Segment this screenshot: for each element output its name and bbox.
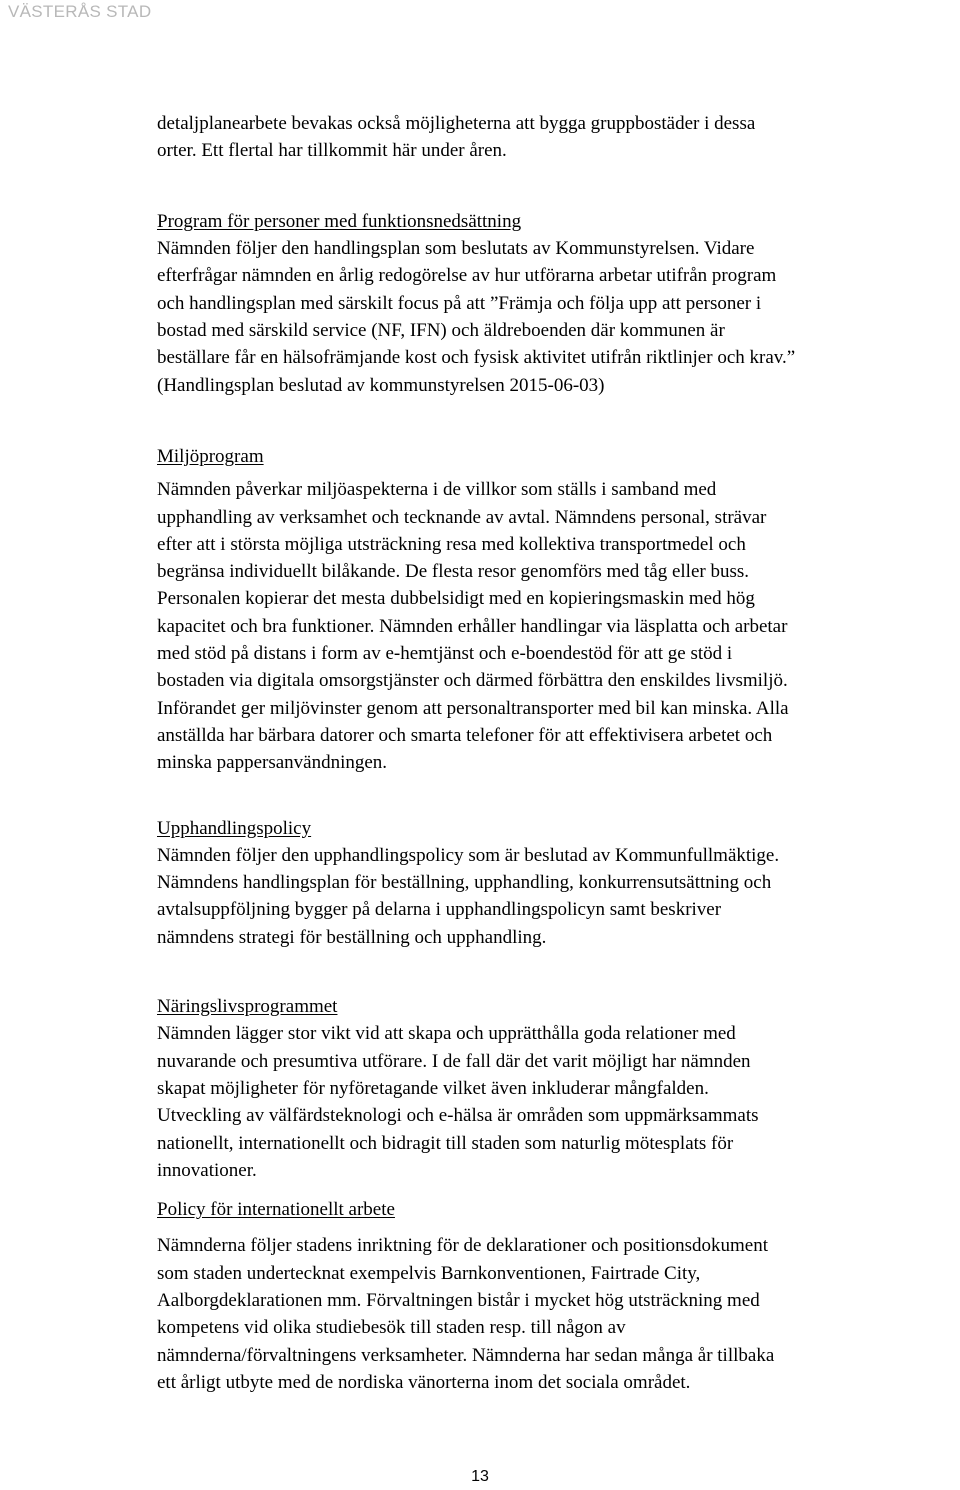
text-line: som staden undertecknat exempelvis Barnkonventionen, Fairtrade City,: [157, 1262, 701, 1284]
text-line: anställda har bärbara datorer och smarta telefoner för att effektivisera arbetet och: [157, 724, 773, 746]
text-line: och handlingsplan med särskilt focus på att ”Främja och följa upp att personer i: [157, 292, 762, 314]
text-line: orter. Ett flertal har tillkommit här under åren.: [157, 140, 507, 162]
page-number: 13: [471, 1468, 489, 1485]
section-miljoprogram: [157, 443, 947, 777]
text-line: (Handlingsplan beslutad av kommunstyrelsen 2015-06-03): [157, 374, 605, 396]
text-line: kapacitet och bra funktioner. Nämnden erhåller handlingar via läsplatta och arbetar: [157, 615, 788, 637]
text-line: Nämnden påverkar miljöaspekterna i de villkor som ställs i samband med: [157, 479, 717, 501]
section-upphandlingspolicy: [157, 815, 947, 951]
text-line: Nämnden följer den handlingsplan som beslutats av Kommunstyrelsen. Vidare: [157, 238, 755, 260]
text-line: beställare får en hälsofrämjande kost och fysisk aktivitet utifrån riktlinjer och krav.”: [157, 347, 796, 369]
text-line: Nämnden följer den upphandlingspolicy som är beslutad av Kommunfullmäktige.: [157, 844, 780, 866]
text-line: Aalborgdeklarationen mm. Förvaltningen bistår i mycket hög utsträckning med: [157, 1289, 760, 1311]
text-line: detaljplanearbete bevakas också möjligheterna att bygga gruppbostäder i dessa: [157, 113, 756, 134]
section-funktionsnedsattning: [157, 208, 947, 399]
section-heading: Upphandlingspolicy: [157, 817, 312, 839]
text-line: efterfrågar nämnden en årlig redogörelse av hur utförarna arbetar utifrån program: [157, 265, 777, 287]
text-line: kompetens vid olika studiebesök till staden resp. till någon av: [157, 1317, 626, 1339]
text-line: bostad med särskild service (NF, IFN) och äldreboenden där kommunen är: [157, 320, 725, 342]
section-heading: Näringslivsprogrammet: [157, 996, 338, 1018]
text-line: innovationer.: [157, 1159, 257, 1181]
text-line: minska pappersanvändningen.: [157, 752, 388, 774]
text-line: med stöd på distans i form av e-hemtjänst och e-boendestöd för att ge stöd i: [157, 643, 733, 665]
paragraph-detaljplanearbete: [157, 110, 947, 165]
text-line: nämnderna/förvaltningens verksamheter. Nämnderna har sedan många år tillbaka: [157, 1344, 775, 1366]
document-body: [157, 110, 947, 1396]
text-line: skapat möjligheter för nyföretagande vilket även inkluderar mångfalden.: [157, 1077, 709, 1099]
text-line: Nämnderna följer stadens inriktning för de deklarationer och positionsdokument: [157, 1235, 769, 1257]
text-line: nuvarande och presumtiva utförare. I de fall där det varit möjligt har nämnden: [157, 1050, 751, 1072]
section-internationellt-arbete: [157, 1196, 947, 1396]
section-heading: Miljöprogram: [157, 445, 264, 467]
text-line: ett årligt utbyte med de nordiska vänorterna inom det sociala området.: [157, 1371, 691, 1393]
text-line: Nämndens handlingsplan för beställning, upphandling, konkurrensutsättning och: [157, 872, 772, 894]
text-line: upphandling av verksamhet och tecknande av avtal. Nämndens personal, strävar: [157, 506, 767, 528]
text-line: Personalen kopierar det mesta dubbelsidigt med en kopieringsmaskin med hög: [157, 588, 755, 610]
section-naringslivsprogrammet: [157, 993, 947, 1184]
text-line: bostaden via digitala omsorgstjänster och därmed förbättra den enskildes livsmiljö.: [157, 670, 788, 692]
text-line: nämndens strategi för beställning och upphandling.: [157, 926, 547, 948]
text-line: Nämnden lägger stor vikt vid att skapa och upprätthålla goda relationer med: [157, 1023, 736, 1045]
text-line: avtalsuppföljning bygger på delarna i upphandlingspolicyn samt beskriver: [157, 899, 722, 921]
text-line: efter att i största möjliga utsträckning resa med kollektiva transportmedel och: [157, 533, 746, 555]
text-line: Införandet ger miljövinster genom att personaltransporter med bil kan minska. Alla: [157, 697, 789, 719]
document-header: VÄSTERÅS STAD: [8, 2, 152, 21]
section-heading: Policy för internationellt arbete: [157, 1199, 395, 1221]
text-line: begränsa individuellt bilåkande. De flesta resor genomförs med tåg eller buss.: [157, 561, 749, 583]
text-line: Utveckling av välfärdsteknologi och e-hälsa är områden som uppmärksammats: [157, 1105, 759, 1127]
section-heading: Program för personer med funktionsnedsättning: [157, 210, 522, 232]
text-line: nationellt, internationellt och bidragit till staden som naturlig mötesplats för: [157, 1132, 734, 1154]
